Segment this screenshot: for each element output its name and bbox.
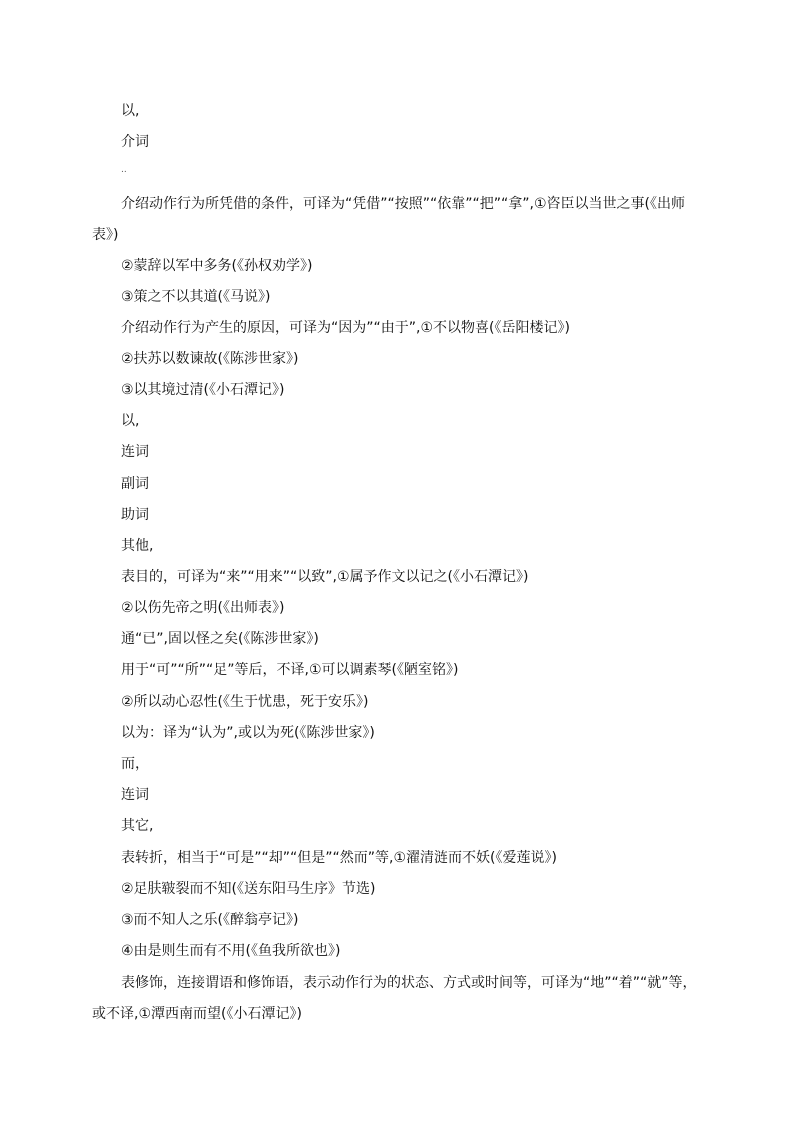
text-line: 表目的，可译为“来”“用来”“以致”,①属予作文以记之(《小石潭记》) (121, 569, 529, 585)
text-line: ②所以动心忍性(《生于忧患，死于安乐》) (121, 694, 369, 710)
text-paragraph: 表修饰，连接谓语和修饰语，表示动作行为的状态、方式或时间等，可译为“地”“着”“就”等，或不译,①潭西南而望(《小石潭记》) (92, 975, 697, 1022)
text-line: ②以伤先帝之明(《出师表》) (121, 600, 285, 616)
text-line: 而， (121, 756, 149, 772)
text-line: ③以其境过清(《小石潭记》) (121, 382, 285, 398)
text-line: 以, (121, 413, 140, 429)
text-line: 连词 (121, 444, 149, 460)
text-line: ④由是则生而有不用(《鱼我所欲也》) (121, 943, 341, 959)
text-line: 表转折，相当于“可是”“却”“但是”“然而”等,①濯清涟而不妖(《爱莲说》) (121, 850, 557, 866)
text-line: 助词 (121, 507, 149, 523)
text-line: ③而不知人之乐(《醉翁亭记》) (121, 912, 299, 928)
text-line: 介词 (121, 134, 149, 150)
text-line: 副词 (121, 476, 149, 492)
text-line: ②蒙辞以军中多务(《孙权劝学》) (121, 258, 313, 274)
text-line: 以为：译为“认为”,或以为死(《陈涉世家》) (121, 725, 375, 741)
text-line: 其他, (121, 538, 154, 554)
text-line: ③策之不以其道(《马说》) (121, 289, 271, 305)
text-line: 以, (121, 103, 140, 119)
text-paragraph: 介绍动作行为所凭借的条件，可译为“凭借”“按照”“依靠”“把”“拿”,①咨臣以当世之事(《出师表》) (92, 196, 685, 243)
text-line: 介绍动作行为产生的原因，可译为“因为”“由于”,①不以物喜(《岳阳楼记》) (121, 320, 570, 336)
text-line: 用于“可”“所”“足”等后，不译,①可以调素琴(《陋室铭》) (121, 662, 459, 678)
text-line: 连词 (121, 787, 149, 803)
text-line: 其它, (121, 818, 154, 834)
text-line: .. (121, 165, 127, 175)
text-line: ②足肤皲裂而不知(《送东阳马生序》节选) (121, 881, 376, 897)
text-line: ②扶苏以数谏故(《陈涉世家》) (121, 351, 299, 367)
text-line: 通“已”,固以怪之矣(《陈涉世家》) (121, 631, 319, 647)
